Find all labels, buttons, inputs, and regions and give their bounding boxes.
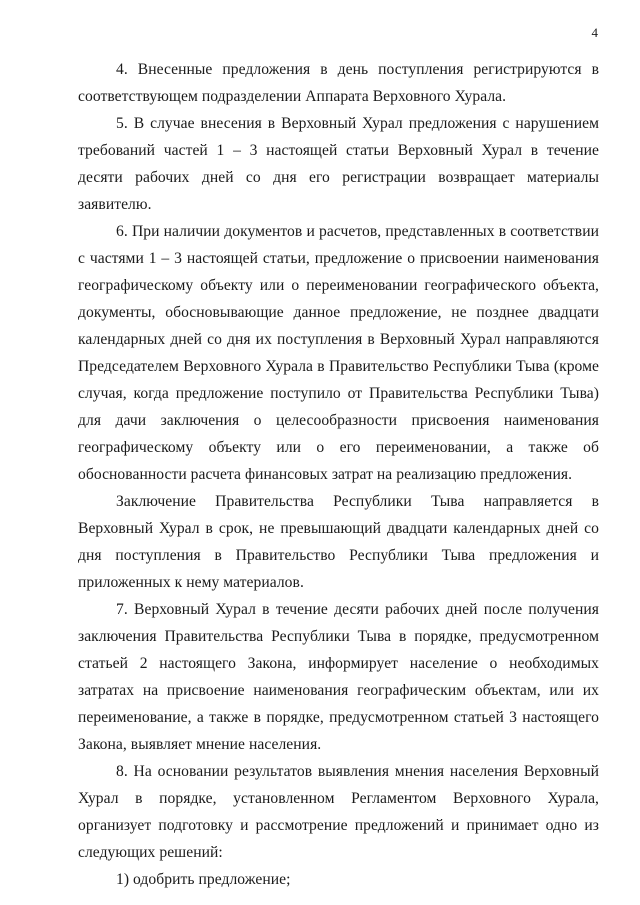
paragraph-item-6: 6. При наличии документов и расчетов, представленных в соответствии с частями 1 – 3 настоящей статьи, предложение о присвоении наименования географическому объекту или о переименовании географического объекта, документы, обосновывающие данное предложение, не позднее двадцати календарных дней со дня их поступления в Верховный Хурал направляются Председателем Верховного Хурала в Правительство Республики Тыва (кроме случая, когда предложение поступило от Правительства Республики Тыва) для дачи заключения о целесообразности присвоения наименования географическому объекту или о его переименовании, а также об обоснованности расчета финансовых затрат на реализацию предложения. [78,223,599,483]
page-number: 4 [591,25,598,40]
document-body [78,56,599,893]
list-item-approve-proposal: 1) одобрить предложение; [116,871,291,888]
paragraph-item-8: 8. На основании результатов выявления мнения населения Верховный Хурал в порядке, установленном Регламентом Верховного Хурала, организует подготовку и рассмотрение предложений и принимает одно из следующих решений: [78,763,599,861]
paragraph-item-7: 7. Верховный Хурал в течение десяти рабочих дней после получения заключения Правительства Республики Тыва в порядке, предусмотренном статьей 2 настоящего Закона, информирует население о необходимых затратах на присвоение наименования географическим объектам, или их переименование, а также в порядке, предусмотренном статьей 3 настоящего Закона, выявляет мнение населения. [78,601,599,753]
paragraph-government-conclusion: Заключение Правительства Республики Тыва направляется в Верховный Хурал в срок, не превышающий двадцати календарных дней со дня поступления в Правительство Республики Тыва предложения и приложенных к нему материалов. [78,493,599,591]
paragraph-item-5: 5. В случае внесения в Верховный Хурал предложения с нарушением требований частей 1 – 3 настоящей статьи Верховный Хурал в течение десяти рабочих дней со дня его регистрации возвращает материалы заявителю. [78,115,599,213]
paragraph-item-4: 4. Внесенные предложения в день поступления регистрируются в соответствующем подразделении Аппарата Верховного Хурала. [78,61,599,105]
